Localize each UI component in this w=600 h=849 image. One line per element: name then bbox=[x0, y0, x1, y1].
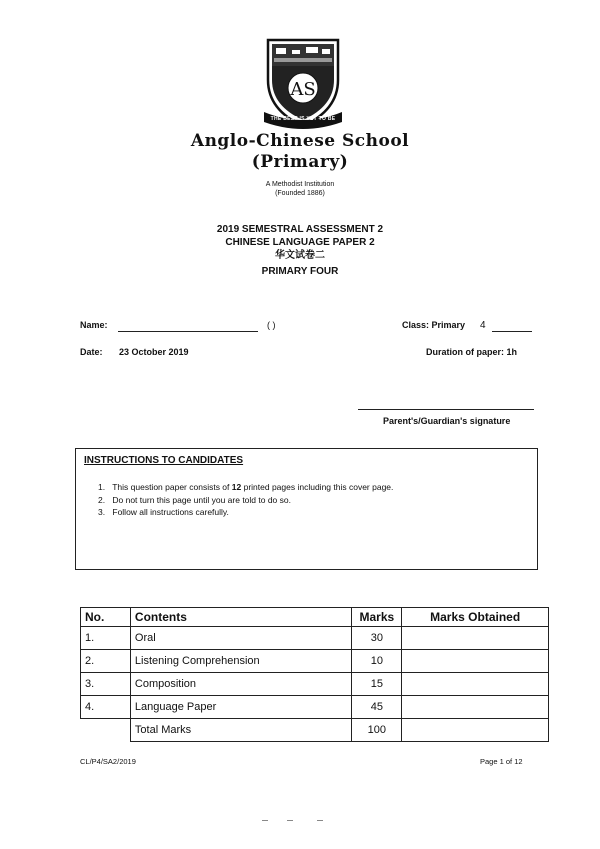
school-name: Anglo-Chinese School bbox=[190, 131, 410, 151]
paper-code: CL/P4/SA2/2019 bbox=[80, 757, 136, 766]
row-no: 2. bbox=[81, 650, 131, 673]
page-number: Page 1 of 12 bbox=[480, 757, 523, 766]
duration-label: Duration of paper: 1h bbox=[426, 347, 518, 357]
instruction-number: 1. bbox=[98, 482, 106, 492]
signature-label: Parent's/Guardian's signature bbox=[383, 416, 511, 426]
instructions-title: INSTRUCTIONS TO CANDIDATES bbox=[84, 455, 244, 466]
scan-mark bbox=[262, 820, 268, 821]
row-marks: 10 bbox=[352, 650, 402, 673]
row-content: Listening Comprehension bbox=[130, 650, 351, 673]
svg-text:AS: AS bbox=[290, 79, 316, 100]
table-row bbox=[81, 650, 549, 673]
row-content: Oral bbox=[130, 627, 351, 650]
instruction-item bbox=[98, 494, 393, 507]
row-content: Language Paper bbox=[130, 696, 351, 719]
row-marks-obtained[interactable] bbox=[402, 650, 549, 673]
total-label: Total Marks bbox=[130, 719, 351, 742]
total-row-blank bbox=[81, 719, 131, 742]
instruction-text: printed pages including this cover page. bbox=[241, 482, 394, 492]
class-label: Class: Primary bbox=[402, 320, 466, 330]
school-division: (Primary) bbox=[251, 152, 349, 172]
scan-mark bbox=[317, 820, 323, 821]
page-count: 12 bbox=[231, 482, 242, 492]
instruction-item bbox=[98, 506, 393, 519]
date-label: Date: bbox=[80, 347, 103, 357]
instruction-text: Do not turn this page until you are told to do so. bbox=[112, 494, 291, 505]
school-subline-1: A Methodist Institution bbox=[265, 181, 335, 188]
header-contents: Contents bbox=[130, 608, 351, 627]
instruction-number: 2. bbox=[98, 494, 106, 505]
total-marks: 100 bbox=[352, 719, 402, 742]
row-no: 4. bbox=[81, 696, 131, 719]
table-row bbox=[81, 627, 549, 650]
instruction-text: This question paper consists of bbox=[112, 482, 232, 492]
date-value: 23 October 2019 bbox=[119, 347, 189, 357]
class-field-line[interactable] bbox=[492, 331, 532, 332]
paper-title-chinese: 华文试卷二 bbox=[275, 250, 325, 261]
name-field-line[interactable] bbox=[118, 331, 258, 332]
table-row bbox=[81, 673, 549, 696]
total-marks-obtained[interactable] bbox=[402, 719, 549, 742]
class-value: 4 bbox=[480, 320, 486, 331]
total-row bbox=[81, 719, 549, 742]
row-no: 1. bbox=[81, 627, 131, 650]
level-title: PRIMARY FOUR bbox=[261, 266, 339, 277]
instructions-list bbox=[98, 481, 393, 519]
row-marks-obtained[interactable] bbox=[402, 696, 549, 719]
table-header-row bbox=[81, 608, 549, 627]
name-label: Name: bbox=[80, 320, 108, 330]
instruction-item bbox=[98, 481, 393, 494]
instruction-number: 3. bbox=[98, 507, 106, 517]
header-marks-obtained: Marks Obtained bbox=[402, 608, 549, 627]
signature-line[interactable] bbox=[358, 409, 534, 410]
crest-motto-banner: THE BEST IS YET TO BE bbox=[270, 116, 336, 122]
table-row bbox=[81, 696, 549, 719]
row-marks-obtained[interactable] bbox=[402, 627, 549, 650]
header-no: No. bbox=[81, 608, 131, 627]
register-number-paren: ( ) bbox=[267, 320, 276, 330]
assessment-title: 2019 SEMESTRAL ASSESSMENT 2 bbox=[216, 224, 384, 235]
row-marks: 45 bbox=[352, 696, 402, 719]
school-subline-2: (Founded 1886) bbox=[275, 190, 325, 197]
row-marks: 15 bbox=[352, 673, 402, 696]
scan-mark bbox=[287, 820, 293, 821]
paper-title: CHINESE LANGUAGE PAPER 2 bbox=[225, 237, 375, 248]
row-marks: 30 bbox=[352, 627, 402, 650]
row-no: 3. bbox=[81, 673, 131, 696]
row-marks-obtained[interactable] bbox=[402, 673, 549, 696]
marks-table bbox=[80, 607, 549, 742]
instructions-box bbox=[75, 448, 538, 570]
header-marks: Marks bbox=[352, 608, 402, 627]
row-content: Composition bbox=[130, 673, 351, 696]
instruction-text: Follow all instructions carefully. bbox=[112, 507, 229, 517]
